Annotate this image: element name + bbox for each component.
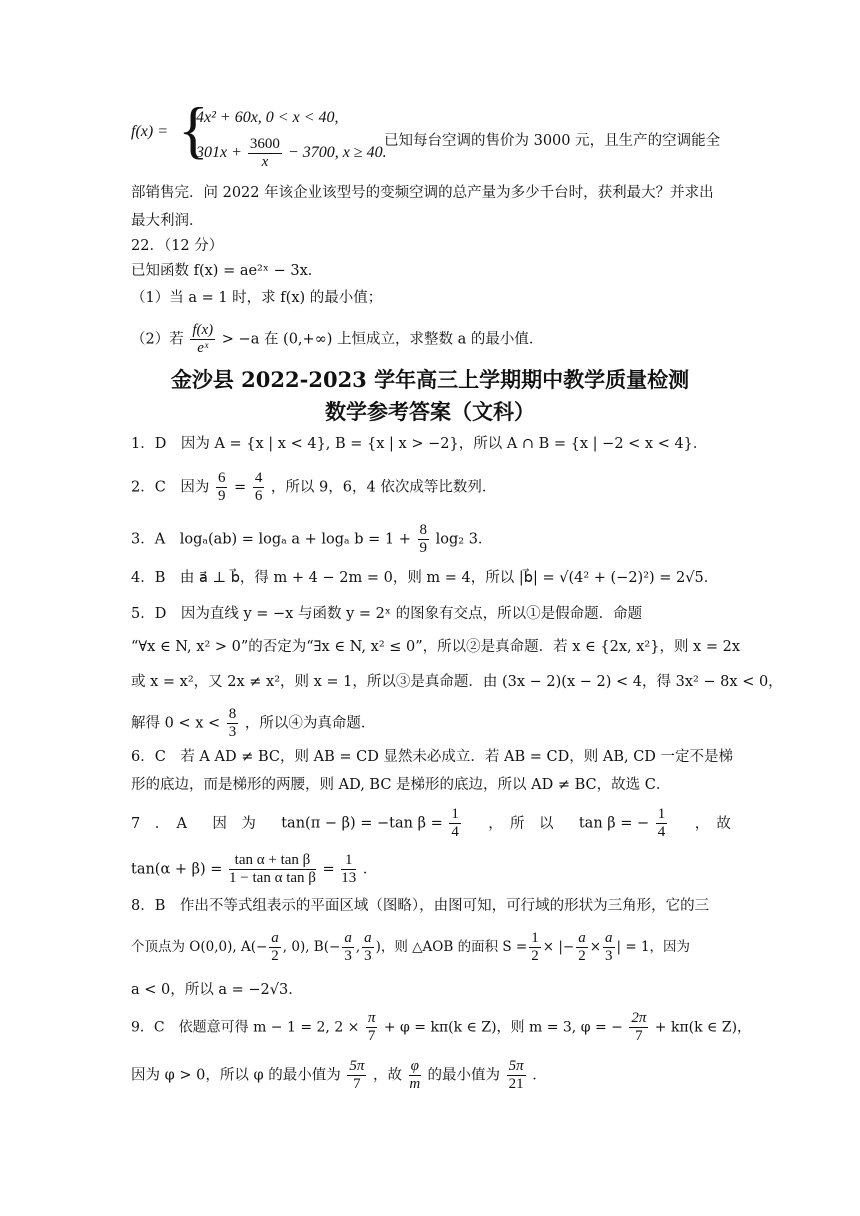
question-part-2: （2）若 $\frac{f(x)}{\text{eˣ}}$ > −a 在 (0,+∞) 上恒成立，求整数 a 的最小值． — [131, 322, 544, 356]
answer-subtitle: 数学参考答案（文科） — [325, 399, 535, 424]
problem-text: 部销售完．问 2022 年该企业该型号的变频空调的总产量为多少千台时，获利最大？并求出 — [131, 185, 714, 201]
answer-8-line-3: a < 0，所以 a = −2√3． — [131, 982, 303, 998]
question-part-1: （1）当 a = 1 时，求 f(x) 的最小值； — [131, 290, 383, 306]
answer-3: 3．A logₐ(ab) = logₐ a + logₐ b = 1 + $\frac{8}{9}$ log₂ 3． — [131, 522, 493, 556]
piecewise-lhs: f(x) = — [131, 123, 168, 140]
piecewise-case-2: 301x + $\frac{3600}{x}$ − 3700, x ≥ 40. — [196, 136, 387, 170]
answer-8-line-1: 8．B 作出不等式组表示的平面区域（图略），由图可知，可行域的形状为三角形，它的三 — [131, 898, 710, 914]
answer-1: 1．D 因为 A = {x | x < 4}, B = {x | x > −2}，所以 A ∩ B = {x | −2 < x < 4}． — [131, 436, 708, 452]
answer-title: 金沙县 2022-2023 学年高三上学期期中教学质量检测 — [170, 367, 690, 392]
answer-6-line-1: 6．C 若 A AD ≠ BC，则 AB = CD 显然未必成立．若 AB = CD，则 AB, CD 一定不是梯 — [131, 749, 734, 765]
answer-5-line-1: 5．D 因为直线 y = −x 与函数 y = 2ˣ 的图象有交点，所以①是假命题．命题 — [131, 606, 643, 622]
answer-8-line-2: 个顶点为 O(0,0), A(− $\frac{a}{2}$ , 0), B(− $\frac{a}{3}$ , $\frac{a}{3}$ )，则 △AOB 的面积 S = $\frac{1}{2}$ × |− $\frac{a}{2}$ × $\frac{a}{3}$ | = 1，因为 — [131, 930, 691, 964]
answer-4: 4．B 由 a⃗ ⊥ b⃗，得 m + 4 − 2m = 0，则 m = 4，所以 |b⃗| = √(4² + (−2)²) = 2√5． — [131, 570, 719, 586]
answer-5-line-2: “∀x ∈ N, x² > 0”的否定为“∃x ∈ N, x² ≤ 0”，所以②是真命题．若 x ∈ {2x, x²}，则 x = 2x — [131, 639, 741, 655]
answer-2: 2．C 因为 $\frac{6}{9}$ = $\frac{4}{6}$ ，所以 9，6，4 依次成等比数列． — [131, 470, 497, 504]
piecewise-case-1: 4x² + 60x, 0 < x < 40, — [196, 109, 339, 126]
problem-text: 已知每台空调的售价为 3000 元，且生产的空调能全 — [384, 133, 721, 149]
question-stem: 已知函数 f(x) = ae²ˣ − 3x． — [131, 263, 323, 279]
answer-9-line-1: 9．C 依题意可得 m − 1 = 2, 2 × $\frac{\pi}{7}$ + φ = kπ(k ∈ Z)，则 m = 3, φ = − $\frac{2\pi}{7}$ + kπ(k ∈ Z)， — [131, 1010, 752, 1044]
answer-7-line-1: 7 ． A 因 为 tan(π − β) = −tan β = $\frac{1}{4}$ ， 所 以 tan β = − $\frac{1}{4}$ ， 故 — [131, 806, 731, 840]
answer-5-line-3: 或 x = x²，又 2x ≠ x²，则 x = 1，所以③是真命题．由 (3x − 2)(x − 2) < 4，得 3x² − 8x < 0， — [131, 674, 783, 690]
question-header: 22．（12 分） — [131, 238, 224, 254]
answer-9-line-2: 因为 φ > 0，所以 φ 的最小值为 $\frac{5\pi}{7}$ ，故 $\frac{\varphi}{m}$ 的最小值为 $\frac{5\pi}{21}$ ． — [131, 1058, 547, 1092]
answer-5-line-4: 解得 0 < x < $\frac{8}{3}$ ，所以④为真命题． — [131, 706, 376, 740]
problem-text: 最大利润． — [131, 213, 204, 229]
answer-7-line-2: tan(α + β) = $\frac{\text{tan α + tan β}}{\text{1 − tan α tan β}}$ = $\frac{1}{13}$ ． — [131, 852, 378, 886]
piecewise-brace: { — [178, 94, 209, 165]
answer-6-line-2: 形的底边，而是梯形的两腰，则 AD, BC 是梯形的底边，所以 AD ≠ BC，故选 C． — [131, 777, 671, 793]
